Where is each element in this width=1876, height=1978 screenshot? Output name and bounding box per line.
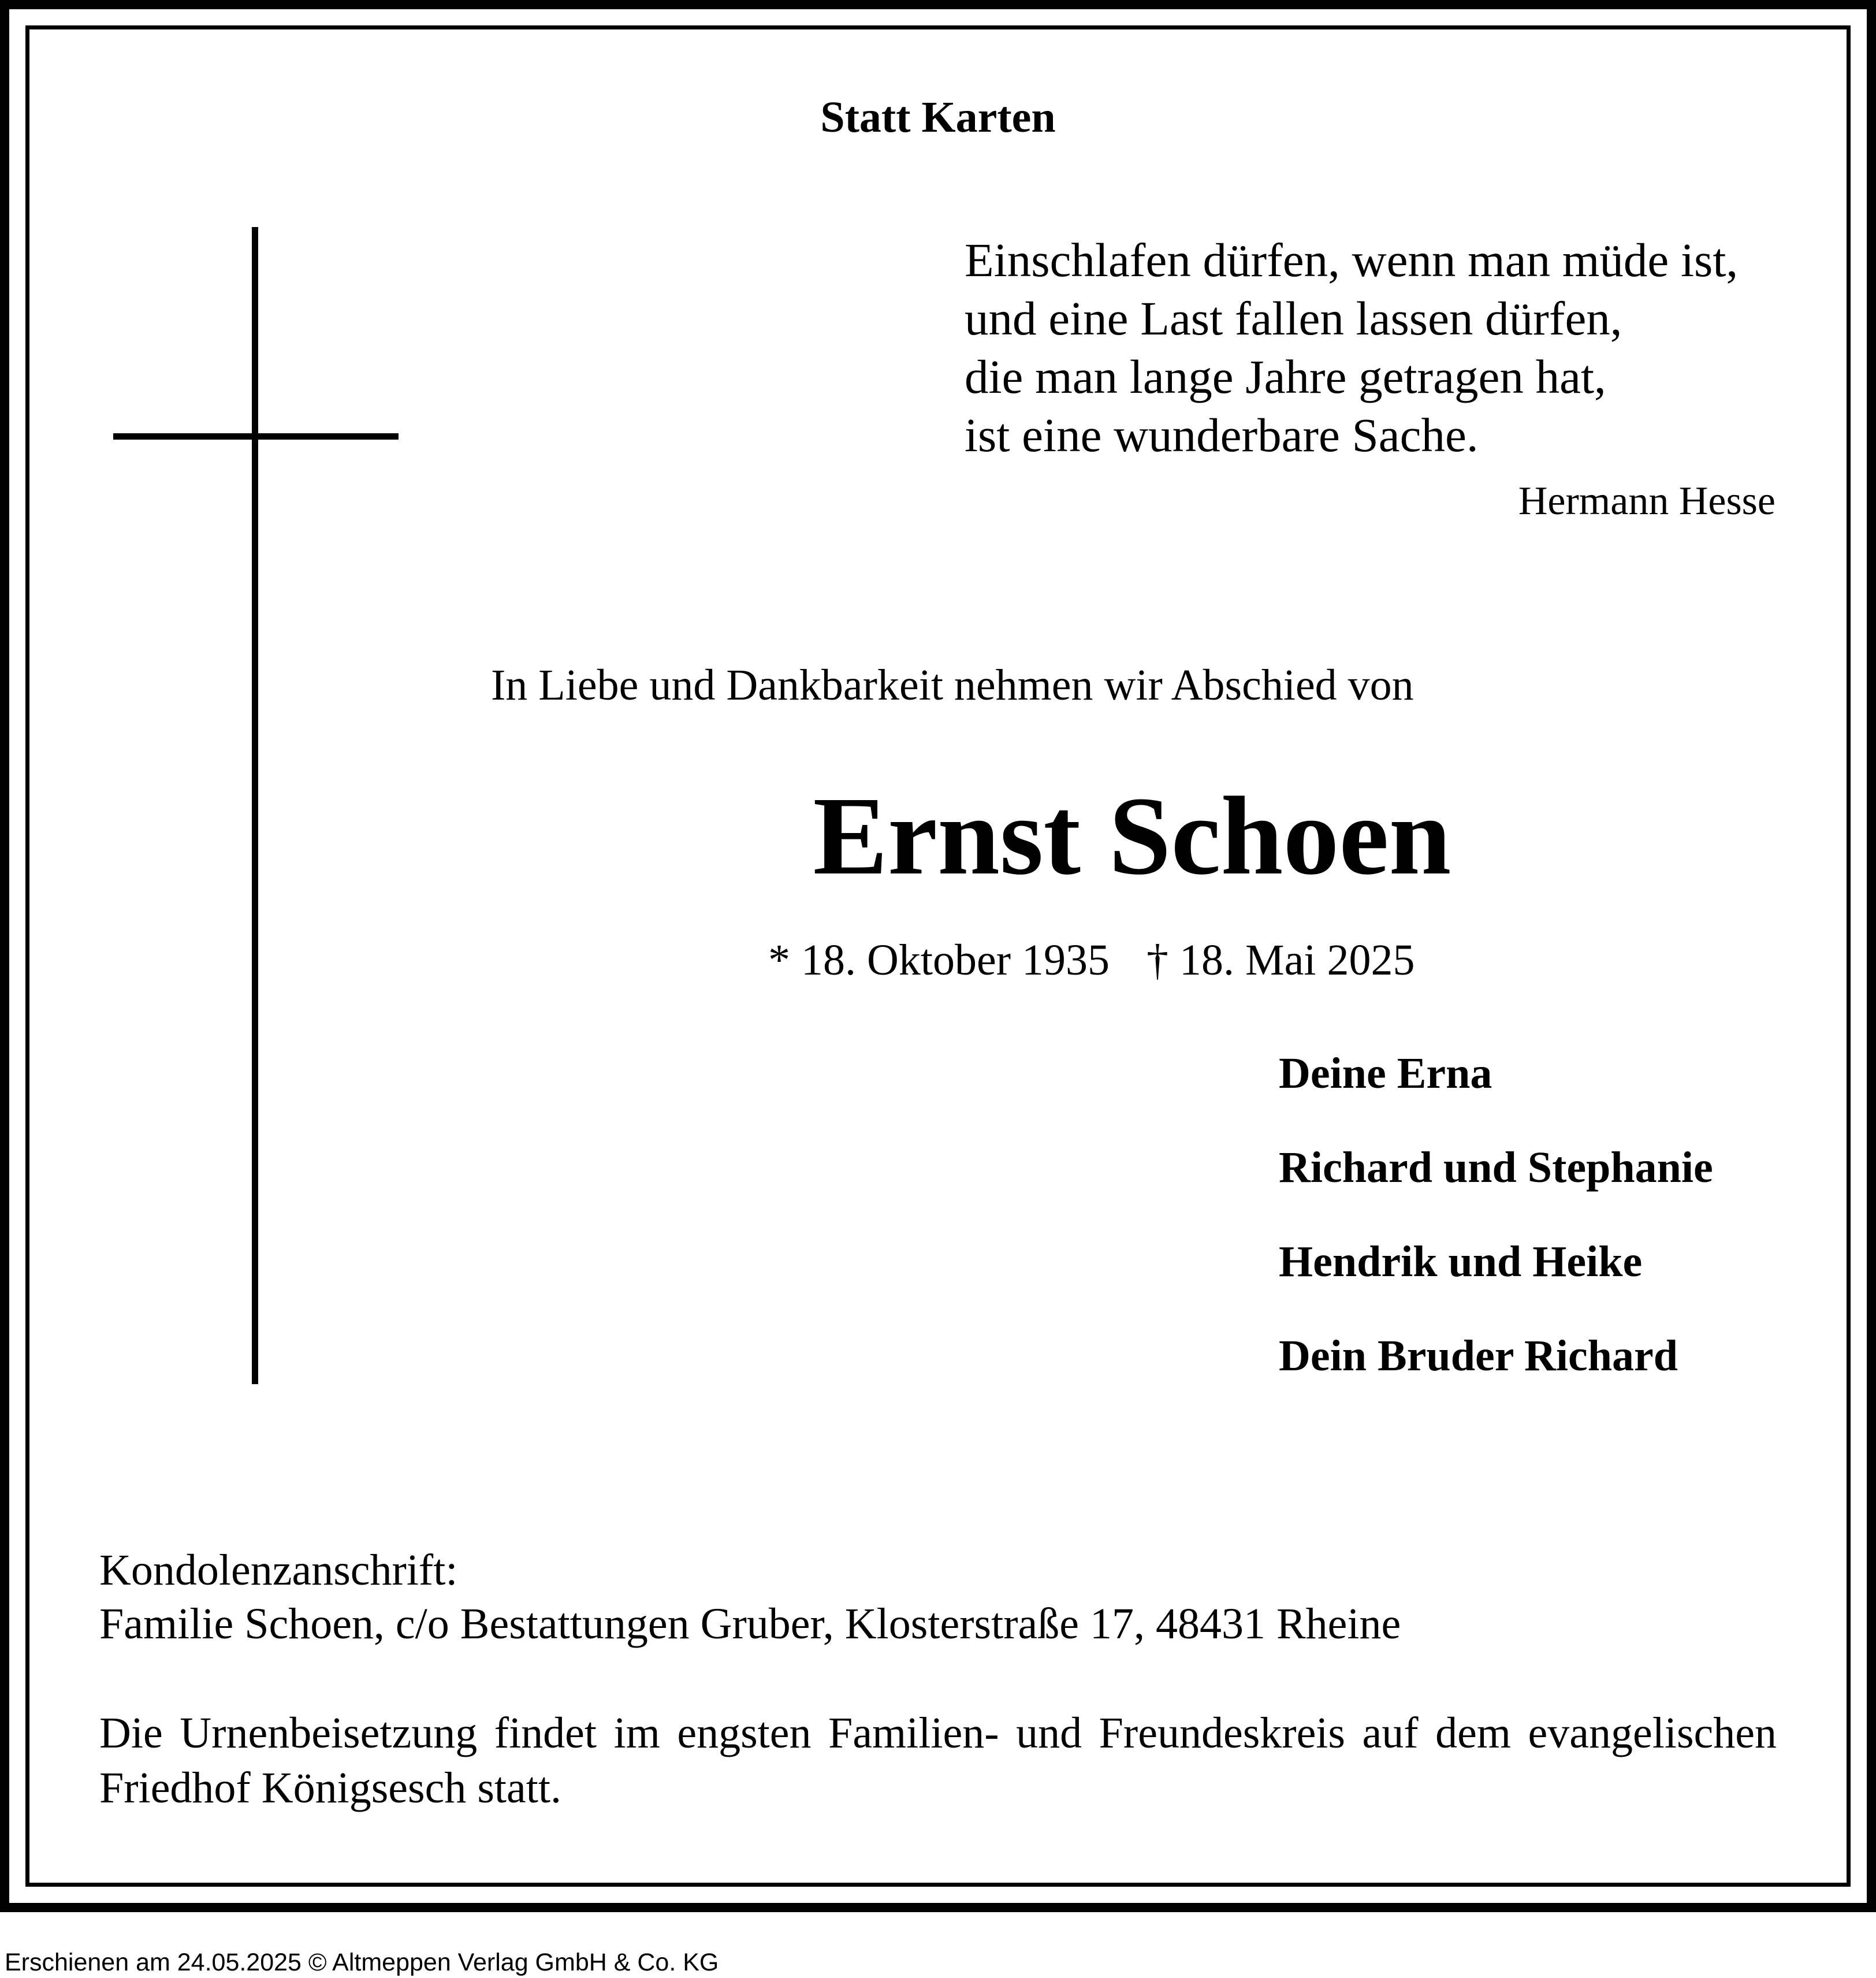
mourner: Richard und Stephanie [1279, 1143, 1713, 1192]
poem [965, 231, 1738, 464]
poem-line: Einschlafen dürfen, wenn man müde ist, [965, 233, 1739, 287]
mourners-list [1279, 1051, 1713, 1428]
birth-date: * 18. Oktober 1935 [768, 936, 1110, 984]
cross-horizontal-bar [113, 433, 399, 440]
mourner: Deine Erna [1279, 1049, 1492, 1098]
mourner: Hendrik und Heike [1279, 1237, 1643, 1286]
condolence-label: Kondolenzanschrift: [99, 1546, 458, 1594]
poem-line: ist eine wunderbare Sache. [965, 408, 1479, 462]
burial-note: Die Urnenbeisetzung findet im engsten Familien- und Freundeskreis auf dem evangelischen Friedhof Königsesch statt. [99, 1709, 1777, 1812]
intro-text: In Liebe und Dankbarkeit nehmen wir Abschied von [491, 661, 1414, 709]
mourner: Dein Bruder Richard [1279, 1332, 1678, 1380]
death-date: † 18. Mai 2025 [1147, 936, 1415, 984]
poem-line: die man lange Jahre getragen hat, [965, 350, 1606, 403]
poem-author: Hermann Hesse [1518, 479, 1776, 523]
header-title: Statt Karten [820, 93, 1056, 142]
deceased-name: Ernst Schoen [813, 774, 1451, 898]
life-dates [768, 938, 1415, 982]
cross-vertical-bar [252, 227, 258, 1384]
condolence-address: Familie Schoen, c/o Bestattungen Gruber, Klosterstraße 17, 48431 Rheine [99, 1600, 1401, 1648]
poem-line: und eine Last fallen lassen dürfen, [965, 292, 1622, 345]
publication-footer: Erschienen am 24.05.2025 © Altmeppen Verlag GmbH & Co. KG [5, 1949, 719, 1976]
